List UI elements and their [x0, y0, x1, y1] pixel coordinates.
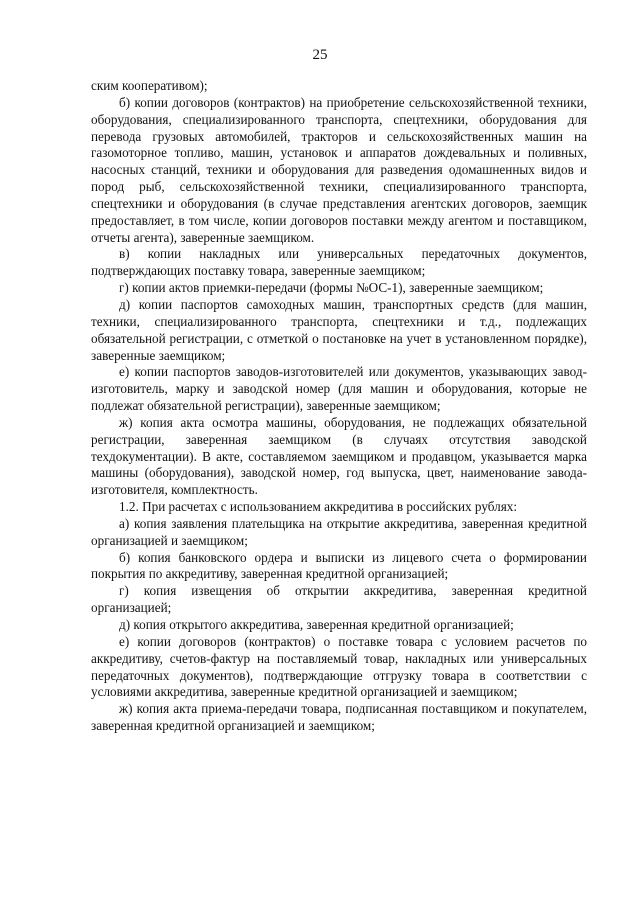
paragraph-section-1-2: 1.2. При расчетах с использованием аккредитива в российских рублях:: [119, 499, 518, 515]
document-body: [91, 78, 587, 735]
paragraph-item-zh-transfer-act: ж) копия акта приема-передачи товара, подписанная поставщиком и покупателем, заверенная кредитной организацией и заемщиком;: [91, 701, 587, 734]
paragraph-item-zh-inspection-act: ж) копия акта осмотра машины, оборудования, не подлежащих обязательной регистрации, заверенная заемщиком (в случаях отсутствия заводской техдокументации). В акте, составляемом заемщиком и продавцом, указывается марка машины (оборудования), заводской номер, год выпуска, цвет, наименование завода-изготовителя, комплектность.: [91, 414, 587, 498]
paragraph-item-e-manufacturer-passports: е) копии паспортов заводов-изготовителей или документов, указывающих завод-изготовитель, марку и заводской номер (для машин и оборудования, которые не подлежат обязательной регистрации), заверенные заемщиком;: [91, 364, 587, 414]
paragraph-item-v-invoices: в) копии накладных или универсальных передаточных документов, подтверждающих поставку товара, заверенные заемщиком;: [91, 246, 587, 279]
paragraph-continuation: ским кооперативом);: [91, 78, 208, 93]
paragraph-item-d-open-letter-of-credit: д) копия открытого аккредитива, заверенная кредитной организацией;: [119, 617, 514, 632]
paragraph-item-b-contracts: б) копии договоров (контрактов) на приобретение сельскохозяйственной техники, оборудования, специализированного транспорта, спецтехники, оборудования для перевода грузовых автомобилей, тракторов и сельскохозяйственных машин на газомоторное топливо, машин, установок и аппаратов дождевальных и поливных, насосных станций, техники и оборудования для разведения одомашненных видов и пород рыб, сельскохозяйственной техники, специализированного транспорта, спецтехники и оборудования (в случае представления агентских договоров, заемщик предоставляет, в том числе, копии договоров поставки между агентом и поставщиком, отчеты агента), заверенные заемщиком.: [91, 94, 587, 245]
paragraph-item-d-vehicle-passports: д) копии паспортов самоходных машин, транспортных средств (для машин, техники, специализированного транспорта, спецтехники и т.д., подлежащих обязательной регистрации, с отметкой о постановке на учет в установленном порядке), заверенные заемщиком;: [91, 296, 587, 363]
paragraph-item-b-bank-order: б) копия банковского ордера и выписки из лицевого счета о формировании покрытия по аккредитиву, заверенная кредитной организацией;: [91, 549, 587, 582]
page-number: 25: [312, 47, 328, 63]
paragraph-item-e-supply-contracts: е) копии договоров (контрактов) о поставке товара с условием расчетов по аккредитиву, счетов-фактур на поставляемый товар, накладных или универсальных передаточных документов), подтверждающие отгрузку товара в соответствии с условиями аккредитива, заверенные кредитной организацией и заемщиком;: [91, 633, 587, 700]
paragraph-item-a-application: а) копия заявления плательщика на открытие аккредитива, заверенная кредитной организацией и заемщиком;: [91, 515, 587, 548]
paragraph-item-g-acceptance-acts: г) копии актов приемки-передачи (формы №ОС-1), заверенные заемщиком;: [119, 280, 544, 296]
paragraph-item-g-notice: г) копия извещения об открытии аккредитива, заверенная кредитной организацией;: [91, 583, 587, 616]
